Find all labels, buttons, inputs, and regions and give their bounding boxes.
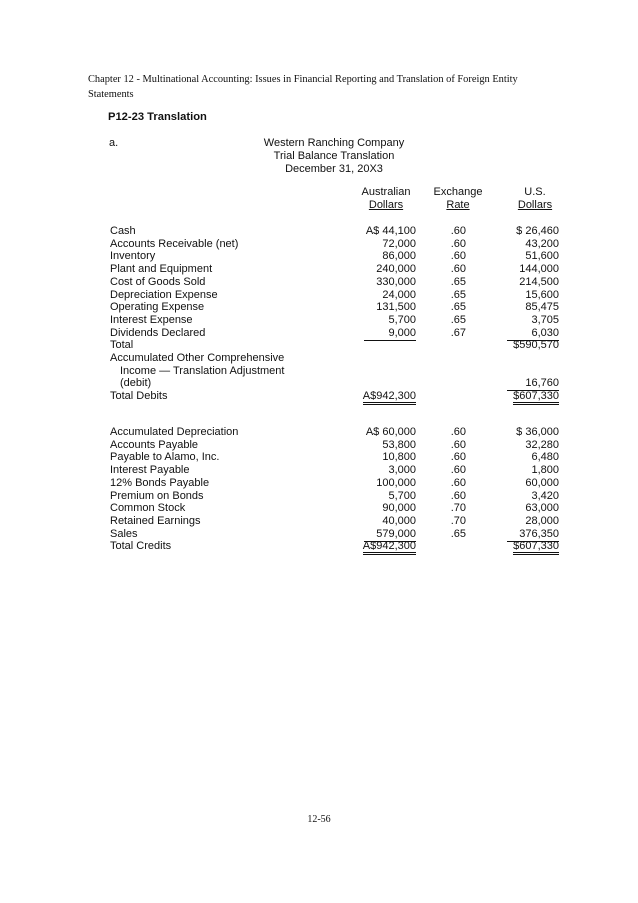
company-name: Western Ranching Company bbox=[263, 137, 405, 149]
total-debits-row bbox=[0, 390, 638, 403]
column-header-rate-line-1: Exchange bbox=[433, 186, 483, 198]
problem-title: P12-23 Translation bbox=[108, 111, 207, 123]
account-label: Interest Expense bbox=[110, 313, 193, 326]
aud-amount: 131,500 bbox=[376, 301, 416, 314]
usd-amount: 3,420 bbox=[531, 489, 559, 502]
usd-amount: 376,350 bbox=[507, 528, 559, 542]
exchange-rate: .60 bbox=[450, 250, 466, 263]
table-row bbox=[0, 502, 638, 515]
total-row bbox=[0, 339, 638, 352]
aud-amount: 330,000 bbox=[376, 275, 416, 288]
table-row bbox=[0, 263, 638, 276]
chapter-header-line-2: Statements bbox=[88, 89, 134, 100]
column-header-aud-line-1: Australian bbox=[361, 186, 411, 198]
total-label: Total bbox=[110, 339, 134, 352]
aud-amount: 100,000 bbox=[376, 476, 416, 489]
exchange-rate: .65 bbox=[450, 288, 466, 301]
total-debits-aud-wrapper bbox=[363, 390, 416, 403]
table-row bbox=[0, 426, 638, 439]
usd-amount: 32,280 bbox=[525, 438, 559, 451]
exchange-rate: .70 bbox=[450, 514, 466, 527]
aud-amount: A$ 60,000 bbox=[365, 426, 416, 438]
usd-amount: 51,600 bbox=[525, 250, 559, 263]
aud-amount: 5,700 bbox=[388, 313, 416, 326]
usd-amount: $ 36,000 bbox=[516, 426, 559, 438]
usd-amount: 28,000 bbox=[525, 514, 559, 527]
aud-amount: 240,000 bbox=[376, 263, 416, 276]
table-row bbox=[0, 327, 638, 340]
aud-amount: 72,000 bbox=[382, 237, 416, 250]
account-label: Plant and Equipment bbox=[110, 263, 213, 276]
exchange-rate: .67 bbox=[450, 326, 466, 339]
account-label: 12% Bonds Payable bbox=[110, 476, 210, 489]
column-header-rate bbox=[428, 186, 488, 212]
total-debits-label: Total Debits bbox=[110, 390, 168, 402]
aud-amount: 3,000 bbox=[388, 464, 416, 477]
aud-amount: 579,000 bbox=[364, 528, 416, 542]
table-row bbox=[0, 289, 638, 302]
total-credits-aud: A$942,300 bbox=[363, 540, 416, 555]
usd-amount: 60,000 bbox=[525, 476, 559, 489]
table-row bbox=[0, 528, 638, 541]
aoci-label-line-1: Accumulated Other Comprehensive bbox=[110, 352, 285, 364]
account-label: Depreciation Expense bbox=[110, 288, 218, 301]
usd-amount: 63,000 bbox=[525, 502, 559, 515]
aoci-row-2 bbox=[0, 365, 638, 378]
usd-amount: 43,200 bbox=[525, 237, 559, 250]
exchange-rate: .60 bbox=[450, 237, 466, 250]
table-row bbox=[0, 250, 638, 263]
total-credits-usd-wrapper bbox=[513, 540, 559, 553]
account-label: Operating Expense bbox=[110, 301, 205, 314]
chapter-header bbox=[88, 72, 558, 102]
account-label: Retained Earnings bbox=[110, 514, 201, 527]
account-label: Payable to Alamo, Inc. bbox=[110, 451, 220, 464]
part-label: a. bbox=[109, 137, 119, 149]
usd-amount: 85,475 bbox=[525, 301, 559, 314]
aud-amount: A$ 44,100 bbox=[365, 225, 416, 237]
exchange-rate: .65 bbox=[450, 275, 466, 288]
page-number: 12-56 bbox=[307, 814, 331, 825]
total-credits-usd: $607,330 bbox=[513, 540, 559, 555]
account-label: Inventory bbox=[110, 250, 156, 263]
usd-amount: 6,480 bbox=[531, 451, 559, 464]
account-label: Premium on Bonds bbox=[110, 489, 204, 502]
table-row bbox=[0, 477, 638, 490]
column-header-usd-line-1: U.S. bbox=[524, 186, 546, 198]
total-credits-row bbox=[0, 540, 638, 553]
table-row bbox=[0, 225, 638, 238]
aud-amount: 90,000 bbox=[382, 502, 416, 515]
table-row bbox=[0, 238, 638, 251]
aud-amount: 40,000 bbox=[382, 514, 416, 527]
chapter-header-line-1: Chapter 12 - Multinational Accounting: Issues in Financial Reporting and Translation of Foreign Entity bbox=[88, 74, 518, 85]
aoci-row-3 bbox=[0, 377, 638, 390]
statement-name: Trial Balance Translation bbox=[273, 150, 395, 162]
column-header-aud bbox=[356, 186, 416, 212]
exchange-rate: .60 bbox=[450, 464, 466, 477]
usd-amount: 6,030 bbox=[507, 327, 559, 341]
usd-amount: 144,000 bbox=[519, 263, 559, 276]
account-label: Interest Payable bbox=[110, 464, 190, 477]
account-label: Cost of Goods Sold bbox=[110, 275, 206, 288]
exchange-rate: .65 bbox=[450, 313, 466, 326]
exchange-rate: .60 bbox=[450, 225, 466, 237]
account-label: Sales bbox=[110, 527, 138, 540]
table-row bbox=[0, 515, 638, 528]
aud-amount: 86,000 bbox=[382, 250, 416, 263]
usd-amount: 214,500 bbox=[519, 275, 559, 288]
exchange-rate: .60 bbox=[450, 451, 466, 464]
exchange-rate: .65 bbox=[450, 301, 466, 314]
total-debits-usd: $607,330 bbox=[513, 390, 559, 405]
aud-amount: 10,800 bbox=[382, 451, 416, 464]
total-debits-aud: A$942,300 bbox=[363, 390, 416, 405]
total-debits-usd-wrapper bbox=[513, 390, 559, 403]
usd-amount: 15,600 bbox=[525, 288, 559, 301]
table-row bbox=[0, 490, 638, 503]
aud-amount: 5,700 bbox=[388, 489, 416, 502]
account-label: Accounts Receivable (net) bbox=[110, 237, 239, 250]
account-label: Cash bbox=[110, 225, 136, 237]
exchange-rate: .65 bbox=[450, 527, 466, 540]
exchange-rate: .60 bbox=[450, 438, 466, 451]
table-row bbox=[0, 314, 638, 327]
account-label: Accounts Payable bbox=[110, 438, 199, 451]
table-row bbox=[0, 276, 638, 289]
table-row bbox=[0, 451, 638, 464]
exchange-rate: .60 bbox=[450, 489, 466, 502]
table-row bbox=[0, 464, 638, 477]
account-label: Common Stock bbox=[110, 502, 186, 515]
column-header-rate-line-2: Rate bbox=[446, 199, 470, 211]
exchange-rate: .60 bbox=[450, 263, 466, 276]
statement-title-block bbox=[234, 137, 434, 176]
exchange-rate: .70 bbox=[450, 502, 466, 515]
table-row bbox=[0, 301, 638, 314]
aoci-label-line-2: Income — Translation Adjustment bbox=[120, 364, 285, 377]
aoci-row-1 bbox=[0, 352, 638, 365]
column-header-usd bbox=[508, 186, 562, 212]
aoci-label-line-3: (debit) bbox=[120, 377, 152, 390]
column-header-aud-line-2: Dollars bbox=[368, 199, 404, 211]
aud-amount: 24,000 bbox=[382, 288, 416, 301]
usd-amount: 3,705 bbox=[531, 313, 559, 326]
column-header-usd-line-2: Dollars bbox=[517, 199, 553, 211]
table-row bbox=[0, 439, 638, 452]
statement-date: December 31, 20X3 bbox=[285, 163, 383, 175]
aud-amount: 53,800 bbox=[382, 438, 416, 451]
total-credits-aud-wrapper bbox=[363, 540, 416, 553]
account-label: Dividends Declared bbox=[110, 326, 206, 339]
total-credits-label: Total Credits bbox=[110, 540, 172, 553]
aud-amount: 9,000 bbox=[364, 327, 416, 341]
usd-amount: $ 26,460 bbox=[516, 225, 559, 237]
total-usd: $590,570 bbox=[513, 339, 559, 352]
account-label: Accumulated Depreciation bbox=[110, 426, 239, 438]
usd-amount: 1,800 bbox=[531, 464, 559, 477]
exchange-rate: .60 bbox=[450, 476, 466, 489]
aoci-usd: 16,760 bbox=[507, 377, 559, 391]
exchange-rate: .60 bbox=[450, 426, 466, 438]
